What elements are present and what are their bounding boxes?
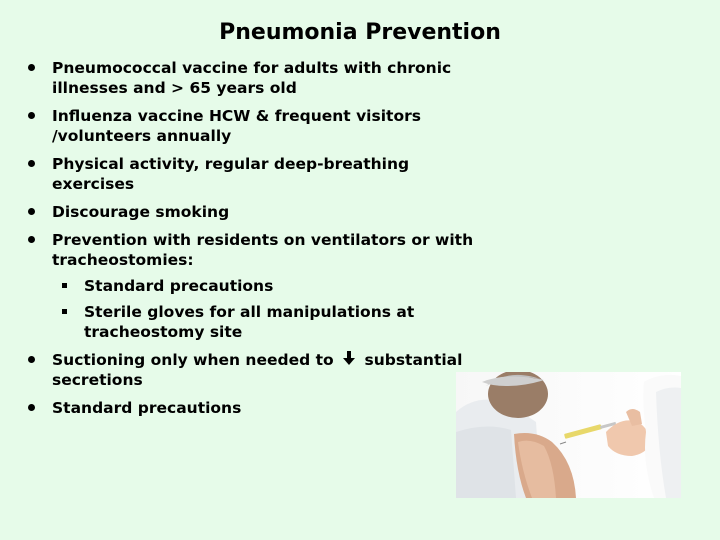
sub-bullet-list (52, 276, 494, 342)
bullet-text: Discourage smoking (52, 203, 230, 221)
square-bullet-icon (62, 309, 67, 314)
bullet-item (24, 230, 494, 342)
bullet-item (24, 202, 494, 222)
bullet-dot-icon (28, 112, 35, 119)
bullet-item (24, 350, 494, 390)
bullet-item (24, 58, 494, 98)
bullet-dot-icon (28, 236, 35, 243)
bullet-text: Physical activity, regular deep-breathing exercises (52, 155, 410, 193)
vaccination-photo (456, 372, 681, 498)
bullet-dot-icon (28, 64, 35, 71)
bullet-item (24, 106, 494, 146)
bullet-item (24, 154, 494, 194)
bullet-text: Prevention with residents on ventilators or with tracheostomies: (52, 231, 474, 269)
bullet-item (24, 398, 494, 418)
bullet-dot-icon (28, 160, 35, 167)
bullet-text: Standard precautions (52, 399, 242, 417)
slide-title: Pneumonia Prevention (219, 20, 501, 45)
sub-bullet-text: Standard precautions (84, 277, 274, 295)
down-arrow-icon (343, 350, 355, 370)
bullet-text-after: substantial secretions (52, 351, 463, 389)
square-bullet-icon (62, 283, 67, 288)
sub-bullet-item (52, 276, 494, 296)
bullet-dot-icon (28, 356, 35, 363)
bullet-text-before: Suctioning only when needed to (52, 351, 334, 369)
bullet-dot-icon (28, 208, 35, 215)
sub-bullet-text: Sterile gloves for all manipulations at tracheostomy site (84, 303, 415, 341)
bullet-dot-icon (28, 404, 35, 411)
sub-bullet-item (52, 302, 494, 342)
bullet-list (24, 58, 494, 426)
bullet-text: Pneumococcal vaccine for adults with chronic illnesses and > 65 years old (52, 59, 452, 97)
bullet-text: Influenza vaccine HCW & frequent visitors /volunteers annually (52, 107, 421, 145)
